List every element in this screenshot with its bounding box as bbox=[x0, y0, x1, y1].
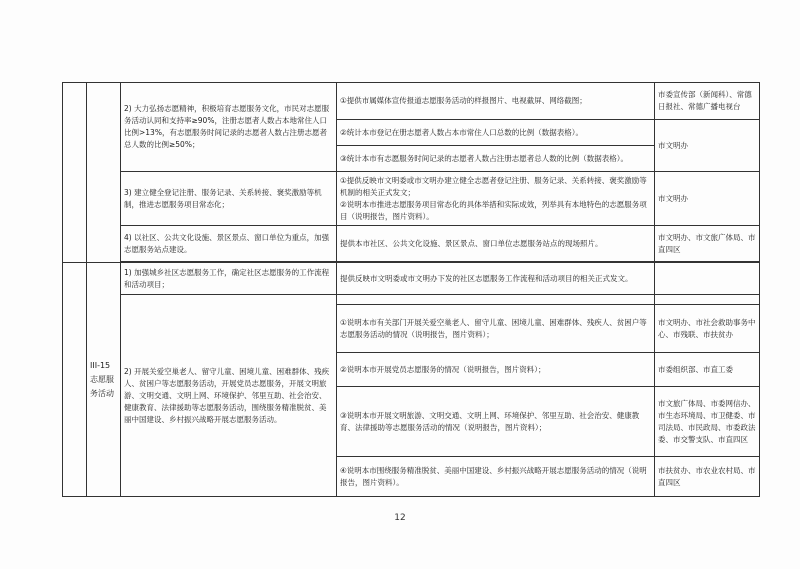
responsible-cell: 市文明办、市社会救助事务中心、市残联、市扶贫办 bbox=[655, 305, 760, 353]
responsible-cell: 市委宣传部（新闻科）、常德日报社、常德广播电视台 bbox=[655, 83, 760, 120]
materials-cell: ②说明本市开展党员志愿服务的情况（说明报告，图片资料）； bbox=[337, 353, 655, 387]
table-row bbox=[63, 83, 760, 120]
responsible-cell: 市文明办、市文旅广体局、市直四区 bbox=[655, 226, 760, 262]
spacer-cell bbox=[655, 295, 760, 305]
responsible-cell: 市扶贫办、市农业农村局、市直四区 bbox=[655, 457, 760, 497]
materials-cell: ④说明本市围绕服务精准脱贫、美丽中国建设、乡村振兴战略开展志愿服务活动的情况（说明报告，图片资料）。 bbox=[337, 457, 655, 497]
materials-cell: ①提供反映市文明委或市文明办建立健全志愿者登记注册、服务记录、关系转接、褒奖激励等机制的相关正式发文； ②说明本市推进志愿服务项目常态化的具体举措和实际成效，列举具有本地特色的志愿服务项目（说明报告，图片资料）。 bbox=[337, 172, 655, 226]
materials-cell: ①提供市属媒体宣传报道志愿服务活动的样报图片、电视截屏、网络截图； bbox=[337, 83, 655, 120]
responsible-cell: 市文明办 bbox=[655, 172, 760, 226]
responsible-cell bbox=[655, 263, 760, 295]
responsible-cell: 市委组织部、市直工委 bbox=[655, 353, 760, 387]
responsible-cell: 市文明办 bbox=[655, 120, 760, 172]
evaluation-table bbox=[62, 82, 760, 497]
table-row bbox=[63, 295, 760, 305]
blank-category-cell bbox=[63, 83, 87, 263]
materials-cell: 提供反映市文明委或市文明办下发的社区志愿服务工作流程和活动项目的相关正式发文。 bbox=[337, 263, 655, 295]
page-number: 12 bbox=[394, 513, 406, 523]
materials-cell: ②统计本市登记在册志愿者人数占本市常住人口总数的比例（数据表格）。 bbox=[337, 120, 655, 146]
table-row bbox=[63, 226, 760, 262]
content-cell: 1) 加强城乡社区志愿服务工作，确定社区志愿服务的工作流程和活动项目； bbox=[121, 263, 337, 295]
content-cell: 2) 开展关爱空巢老人、留守儿童、困境儿童、困难群体、残疾人、贫困户等志愿服务活动，开展党员志愿服务，开展文明旅游、文明交通、文明上网、环境保护、邻里互助、社会治安、健康教育、法律援助等志愿服务活动，围绕服务精准脱贫、美丽中国建设、乡村振兴战略开展志愿服务活动。 bbox=[121, 295, 337, 497]
materials-cell: 提供本市社区、公共文化设施、景区景点、窗口单位志愿服务站点的现场照片。 bbox=[337, 226, 655, 262]
table-row bbox=[63, 172, 760, 226]
materials-cell: ③说明本市开展文明旅游、文明交通、文明上网、环境保护、邻里互助、社会治安、健康教育、法律援助等志愿服务活动的情况（说明报告，图片资料）； bbox=[337, 387, 655, 457]
materials-cell: ①说明本市有关部门开展关爱空巢老人、留守儿童、困境儿童、困难群体、残疾人、贫困户等志愿服务活动的情况（说明报告，图片资料）； bbox=[337, 305, 655, 353]
spacer-cell bbox=[337, 295, 655, 305]
responsible-cell: 市文旅广体局、市委网信办、市生态环境局、市卫健委、市司法局、市民政局、市委政法委、市交警支队、市直四区 bbox=[655, 387, 760, 457]
table-row bbox=[63, 263, 760, 295]
materials-cell: ③统计本市有志愿服务时间记录的志愿者人数占注册志愿者总人数的比例（数据表格）。 bbox=[337, 146, 655, 172]
section-label: III-15 志愿服务活动 bbox=[87, 263, 121, 497]
content-cell: 4) 以社区、公共文化设施、景区景点、窗口单位为重点，加强志愿服务站点建设。 bbox=[121, 226, 337, 262]
content-cell: 2) 大力弘扬志愿精神，积极培育志愿服务文化，市民对志愿服务活动认同和支持率≥90%，注册志愿者人数占本地常住人口比例>13%，有志愿服务时间记录的志愿者人数占注册志愿者总人数的比例≥50%； bbox=[121, 83, 337, 172]
content-cell: 3) 建立健全登记注册、服务记录、关系转接、褒奖激励等机制，推进志愿服务项目常态化； bbox=[121, 172, 337, 226]
blank-category-cell bbox=[63, 263, 87, 497]
blank-index-cell bbox=[87, 83, 121, 263]
